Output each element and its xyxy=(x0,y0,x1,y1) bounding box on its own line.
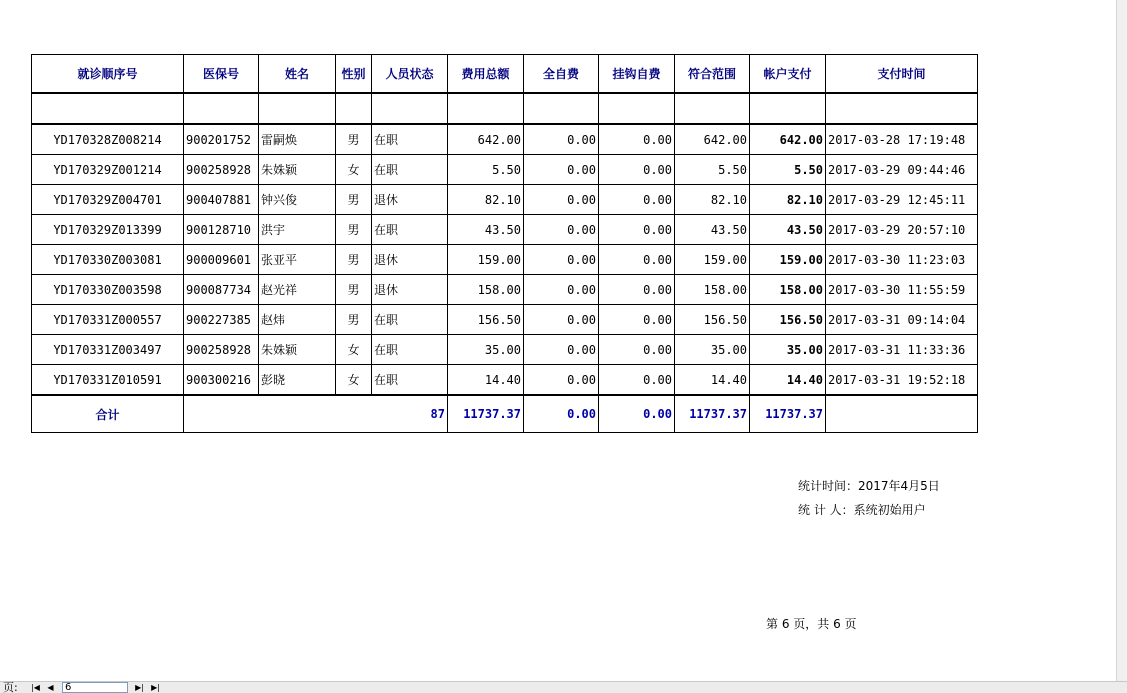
col-header-self-pay: 全自费 xyxy=(524,55,599,94)
gender-cell: 女 xyxy=(336,155,372,185)
account-pay-cell: 5.50 xyxy=(750,155,826,185)
insurance-no-cell: 900227385 xyxy=(184,305,259,335)
pay-time-cell: 2017-03-29 09:44:46 xyxy=(826,155,978,185)
pay-time-cell: 2017-03-31 19:52:18 xyxy=(826,365,978,396)
account-pay-cell: 159.00 xyxy=(750,245,826,275)
total-hook-self-pay-sum: 0.00 xyxy=(599,395,675,433)
col-header-pay-time: 支付时间 xyxy=(826,55,978,94)
table-row xyxy=(32,245,978,275)
account-pay-cell: 35.00 xyxy=(750,335,826,365)
table-header-row xyxy=(32,55,978,94)
status-cell: 退休 xyxy=(372,245,448,275)
gender-cell: 女 xyxy=(336,335,372,365)
table-row xyxy=(32,155,978,185)
in-scope-cell: 82.10 xyxy=(675,185,750,215)
pay-time-cell: 2017-03-30 11:23:03 xyxy=(826,245,978,275)
insurance-no-cell: 900407881 xyxy=(184,185,259,215)
insurance-no-cell: 900009601 xyxy=(184,245,259,275)
name-cell: 洪宇 xyxy=(259,215,336,245)
self-pay-cell: 0.00 xyxy=(524,305,599,335)
pay-time-cell: 2017-03-29 20:57:10 xyxy=(826,215,978,245)
insurance-no-cell: 900201752 xyxy=(184,124,259,155)
page-navigator xyxy=(0,681,1127,693)
account-pay-cell: 82.10 xyxy=(750,185,826,215)
account-pay-cell: 43.50 xyxy=(750,215,826,245)
insurance-no-cell: 900258928 xyxy=(184,335,259,365)
name-cell: 雷嗣焕 xyxy=(259,124,336,155)
pay-time-cell: 2017-03-28 17:19:48 xyxy=(826,124,978,155)
table-row xyxy=(32,275,978,305)
status-cell: 退休 xyxy=(372,275,448,305)
hook-self-pay-cell: 0.00 xyxy=(599,305,675,335)
account-pay-cell: 642.00 xyxy=(750,124,826,155)
next-page-icon[interactable]: ▶| xyxy=(135,683,144,692)
first-page-icon[interactable]: |◀ xyxy=(31,683,40,692)
status-cell: 在职 xyxy=(372,215,448,245)
in-scope-cell: 159.00 xyxy=(675,245,750,275)
visit-no-cell: YD170329Z001214 xyxy=(32,155,184,185)
in-scope-cell: 5.50 xyxy=(675,155,750,185)
hook-self-pay-cell: 0.00 xyxy=(599,245,675,275)
visit-no-cell: YD170329Z004701 xyxy=(32,185,184,215)
gender-cell: 女 xyxy=(336,365,372,396)
table-row xyxy=(32,185,978,215)
name-cell: 张亚平 xyxy=(259,245,336,275)
pay-time-cell: 2017-03-31 09:14:04 xyxy=(826,305,978,335)
table-row xyxy=(32,305,978,335)
col-header-visit-no: 就诊顺序号 xyxy=(32,55,184,94)
col-header-total-fee: 费用总额 xyxy=(448,55,524,94)
status-cell: 在职 xyxy=(372,155,448,185)
stat-time: 统计时间：2017年4月5日 xyxy=(798,479,940,493)
total-account-pay-sum: 11737.37 xyxy=(750,395,826,433)
self-pay-cell: 0.00 xyxy=(524,275,599,305)
hook-self-pay-cell: 0.00 xyxy=(599,155,675,185)
total-fee-cell: 82.10 xyxy=(448,185,524,215)
visit-no-cell: YD170331Z000557 xyxy=(32,305,184,335)
table-row xyxy=(32,365,978,396)
account-pay-cell: 14.40 xyxy=(750,365,826,396)
pay-time-cell: 2017-03-30 11:55:59 xyxy=(826,275,978,305)
page-count: 第 6 页，共 6 页 xyxy=(766,617,857,631)
name-cell: 钟兴俊 xyxy=(259,185,336,215)
gender-cell: 男 xyxy=(336,275,372,305)
table-row xyxy=(32,215,978,245)
in-scope-cell: 158.00 xyxy=(675,275,750,305)
name-cell: 赵炜 xyxy=(259,305,336,335)
visit-no-cell: YD170331Z010591 xyxy=(32,365,184,396)
medical-settlement-table xyxy=(31,54,978,433)
visit-no-cell: YD170330Z003081 xyxy=(32,245,184,275)
total-self-pay-sum: 0.00 xyxy=(524,395,599,433)
col-header-status: 人员状态 xyxy=(372,55,448,94)
account-pay-cell: 158.00 xyxy=(750,275,826,305)
total-fee-sum: 11737.37 xyxy=(448,395,524,433)
insurance-no-cell: 900128710 xyxy=(184,215,259,245)
status-cell: 在职 xyxy=(372,305,448,335)
visit-no-cell: YD170330Z003598 xyxy=(32,275,184,305)
in-scope-cell: 35.00 xyxy=(675,335,750,365)
col-header-gender: 性别 xyxy=(336,55,372,94)
hook-self-pay-cell: 0.00 xyxy=(599,335,675,365)
status-cell: 在职 xyxy=(372,335,448,365)
gender-cell: 男 xyxy=(336,185,372,215)
gender-cell: 男 xyxy=(336,305,372,335)
self-pay-cell: 0.00 xyxy=(524,185,599,215)
prev-page-icon[interactable]: ◀ xyxy=(47,683,54,692)
vertical-scrollbar[interactable] xyxy=(1116,0,1127,681)
visit-no-cell: YD170328Z008214 xyxy=(32,124,184,155)
self-pay-cell: 0.00 xyxy=(524,365,599,396)
visit-no-cell: YD170331Z003497 xyxy=(32,335,184,365)
in-scope-cell: 43.50 xyxy=(675,215,750,245)
self-pay-cell: 0.00 xyxy=(524,124,599,155)
insurance-no-cell: 900300216 xyxy=(184,365,259,396)
page-label: 页: xyxy=(3,681,18,693)
hook-self-pay-cell: 0.00 xyxy=(599,215,675,245)
total-fee-cell: 158.00 xyxy=(448,275,524,305)
total-fee-cell: 156.50 xyxy=(448,305,524,335)
total-row xyxy=(32,395,978,433)
insurance-no-cell: 900258928 xyxy=(184,155,259,185)
last-page-icon[interactable]: ▶| xyxy=(151,683,160,692)
total-fee-cell: 642.00 xyxy=(448,124,524,155)
hook-self-pay-cell: 0.00 xyxy=(599,185,675,215)
total-fee-cell: 14.40 xyxy=(448,365,524,396)
total-fee-cell: 5.50 xyxy=(448,155,524,185)
total-fee-cell: 35.00 xyxy=(448,335,524,365)
in-scope-cell: 642.00 xyxy=(675,124,750,155)
total-in-scope-sum: 11737.37 xyxy=(675,395,750,433)
status-cell: 退休 xyxy=(372,185,448,215)
gender-cell: 男 xyxy=(336,215,372,245)
status-cell: 在职 xyxy=(372,365,448,396)
col-header-name: 姓名 xyxy=(259,55,336,94)
stat-person: 统 计 人：系统初始用户 xyxy=(798,503,926,517)
blank-row xyxy=(32,93,978,124)
name-cell: 赵光祥 xyxy=(259,275,336,305)
total-label: 合计 xyxy=(32,395,184,433)
in-scope-cell: 156.50 xyxy=(675,305,750,335)
hook-self-pay-cell: 0.00 xyxy=(599,365,675,396)
in-scope-cell: 14.40 xyxy=(675,365,750,396)
col-header-in-scope: 符合范围 xyxy=(675,55,750,94)
total-count: 87 xyxy=(184,395,448,433)
total-fee-cell: 159.00 xyxy=(448,245,524,275)
hook-self-pay-cell: 0.00 xyxy=(599,124,675,155)
self-pay-cell: 0.00 xyxy=(524,335,599,365)
visit-no-cell: YD170329Z013399 xyxy=(32,215,184,245)
hook-self-pay-cell: 0.00 xyxy=(599,275,675,305)
account-pay-cell: 156.50 xyxy=(750,305,826,335)
insurance-no-cell: 900087734 xyxy=(184,275,259,305)
name-cell: 朱姝颖 xyxy=(259,335,336,365)
name-cell: 彭晓 xyxy=(259,365,336,396)
gender-cell: 男 xyxy=(336,124,372,155)
status-cell: 在职 xyxy=(372,124,448,155)
pay-time-cell: 2017-03-31 11:33:36 xyxy=(826,335,978,365)
col-header-hook-self-pay: 挂钩自费 xyxy=(599,55,675,94)
total-fee-cell: 43.50 xyxy=(448,215,524,245)
table-row xyxy=(32,124,978,155)
self-pay-cell: 0.00 xyxy=(524,155,599,185)
col-header-insurance-no: 医保号 xyxy=(184,55,259,94)
self-pay-cell: 0.00 xyxy=(524,245,599,275)
table-row xyxy=(32,335,978,365)
pay-time-cell: 2017-03-29 12:45:11 xyxy=(826,185,978,215)
page-number-input[interactable] xyxy=(62,682,128,693)
name-cell: 朱姝颖 xyxy=(259,155,336,185)
gender-cell: 男 xyxy=(336,245,372,275)
col-header-account-pay: 帐户支付 xyxy=(750,55,826,94)
self-pay-cell: 0.00 xyxy=(524,215,599,245)
